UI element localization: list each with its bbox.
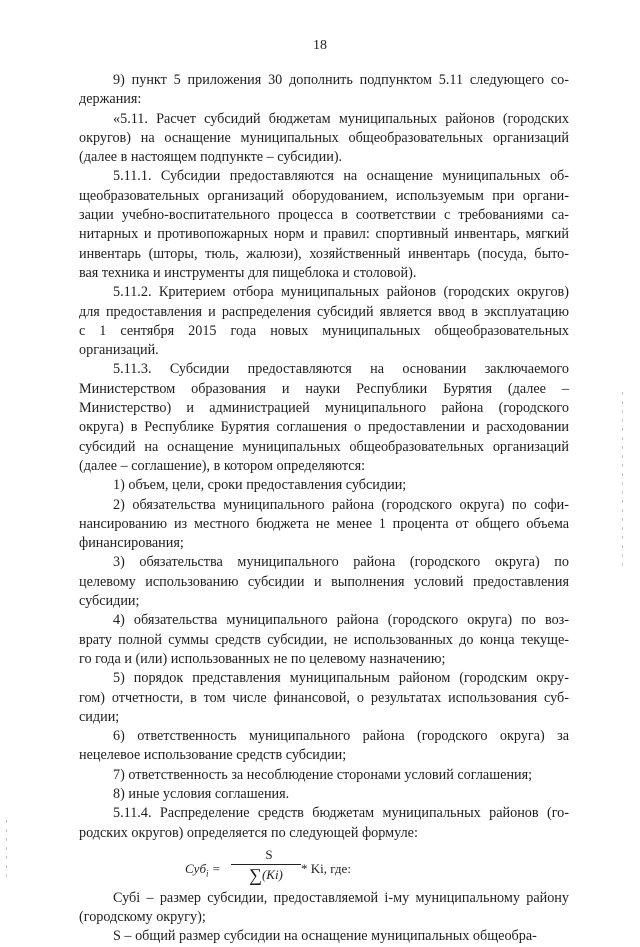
- text-line: врату полной суммы средств субсидии, не использованных до конца текуще-: [79, 631, 569, 648]
- subsidy-formula: [79, 843, 569, 889]
- text-line: 7) ответственность за несоблюдение сторонами условий соглашения;: [113, 766, 533, 783]
- text-line: 1) объем, цели, сроки предоставления субсидии;: [113, 477, 407, 494]
- text-line: 5.11.3. Субсидии предоставляются на основании заключаемого: [113, 361, 569, 378]
- text-line: субсидии;: [79, 593, 140, 610]
- paragraph-p13: [79, 785, 569, 804]
- text-block-after-formula: [79, 889, 569, 947]
- text-line: 5.11.2. Критерием отбора муниципальных районов (городских округов): [113, 284, 569, 301]
- text-line: 2) обязательства муниципального района (городского округа) по софи-: [113, 496, 569, 513]
- text-line: (далее в настоящем подпункте – субсидии).: [79, 149, 343, 166]
- paragraph-p6: [79, 476, 569, 495]
- text-line: нансированию из местного бюджета не менее 1 процента от общего объема: [79, 515, 569, 532]
- paragraph-p8: [79, 553, 569, 611]
- text-line: Министерством образования и науки Республики Бурятия (далее –: [79, 380, 569, 397]
- text-line: держания:: [79, 91, 142, 108]
- formula-rhs: * Ki, где:: [301, 860, 351, 876]
- paragraph-p10: [79, 669, 569, 727]
- paragraph-p12: [79, 766, 569, 785]
- text-line: зации учебно-воспитательного процесса в соответствии с требованиями са-: [79, 207, 569, 224]
- text-line: щеобразовательных организаций оборудованием, используемым при органи-: [79, 187, 569, 204]
- paragraph-p15: [79, 889, 569, 928]
- text-line: сидии;: [79, 708, 120, 725]
- formula-fraction: [231, 845, 301, 886]
- text-line: 4) обязательства муниципального района (городского округа) по воз-: [113, 612, 569, 629]
- text-line: родских округов) определяется по следующей формуле:: [79, 824, 418, 841]
- sigma-symbol: ∑: [249, 865, 262, 886]
- text-line: округа) в Республике Бурятия соглашения о предоставлении и расходовании: [79, 419, 569, 436]
- text-line: го года и (или) использованных не по целевому назначению;: [79, 650, 446, 667]
- text-line: S – общий размер субсидии на оснащение муниципальных общеобра-: [113, 928, 537, 945]
- text-line: (городскому округу);: [79, 909, 206, 926]
- text-line: субсидий на оснащение муниципальных общеобразовательных организаций: [79, 438, 569, 455]
- paragraph-p14: [79, 804, 569, 843]
- text-line: Министерство) и администрацией муниципального района (городского: [79, 400, 569, 417]
- text-line: «5.11. Расчет субсидий бюджетам муниципальных районов (городских: [113, 110, 569, 127]
- text-line: нецелевое использование средств субсидии;: [79, 747, 347, 764]
- paragraph-p5: [79, 360, 569, 476]
- text-line: 6) ответственность муниципального района (городского округа) за: [113, 728, 569, 745]
- text-line: с 1 сентября 2015 года новых муниципальных общеобразовательных: [79, 322, 569, 339]
- formula-lhs: Суб$_i$ =: [185, 860, 221, 879]
- text-block-before-formula: [79, 71, 569, 843]
- text-line: для предоставления и распределения субсидий является ввод в эксплуатацию: [79, 303, 569, 320]
- text-line: Субі – размер субсидии, предоставляемой і-му муниципальному району: [113, 889, 569, 906]
- page-number: 18: [313, 38, 327, 53]
- formula-denominator: ∑(Ki): [249, 865, 283, 886]
- text-line: организаций.: [79, 342, 159, 359]
- text-line: 3) обязательства муниципального района (городского округа) по: [113, 554, 569, 571]
- paragraph-p9: [79, 611, 569, 669]
- paragraph-p1: [79, 71, 569, 110]
- scan-artifact: [6, 820, 7, 880]
- document-body: [79, 71, 569, 947]
- text-line: финансирования;: [79, 535, 184, 552]
- text-line: целевому использованию субсидии и выполнения условий предоставления: [79, 573, 569, 590]
- text-line: 5.11.4. Распределение средств бюджетам муниципальных районов (го-: [113, 805, 569, 822]
- text-line: округов) на оснащение муниципальных общеобразовательных организаций: [79, 129, 569, 146]
- paragraph-p3: [79, 167, 569, 283]
- paragraph-p16: [79, 927, 569, 946]
- text-line: 5) порядок представления муниципальным районом (городским окру-: [113, 670, 569, 687]
- text-line: гом) отчетности, в том числе финансовой, о результатах использования суб-: [79, 689, 569, 706]
- paragraph-p11: [79, 727, 569, 766]
- text-line: (далее – соглашение), в котором определяются:: [79, 457, 366, 474]
- paragraph-p7: [79, 496, 569, 554]
- paragraph-p2: [79, 110, 569, 168]
- text-line: нитарных и противопожарных норм и правил: спортивный инвентарь, мягкий: [79, 226, 569, 243]
- text-line: инвентарь (шторы, тюль, жалюзи), хозяйственный инвентарь (посуда, быто-: [79, 245, 569, 262]
- text-line: вая техника и инструменты для пищеблока и столовой).: [79, 264, 417, 281]
- text-line: 5.11.1. Субсидии предоставляются на оснащение муниципальных об-: [113, 168, 569, 185]
- text-line: 9) пункт 5 приложения 30 дополнить подпунктом 5.11 следующего со-: [113, 72, 569, 88]
- paragraph-p4: [79, 283, 569, 360]
- text-line: 8) иные условия соглашения.: [113, 785, 290, 802]
- formula-numerator: S: [231, 845, 301, 865]
- scan-artifact: [622, 392, 623, 572]
